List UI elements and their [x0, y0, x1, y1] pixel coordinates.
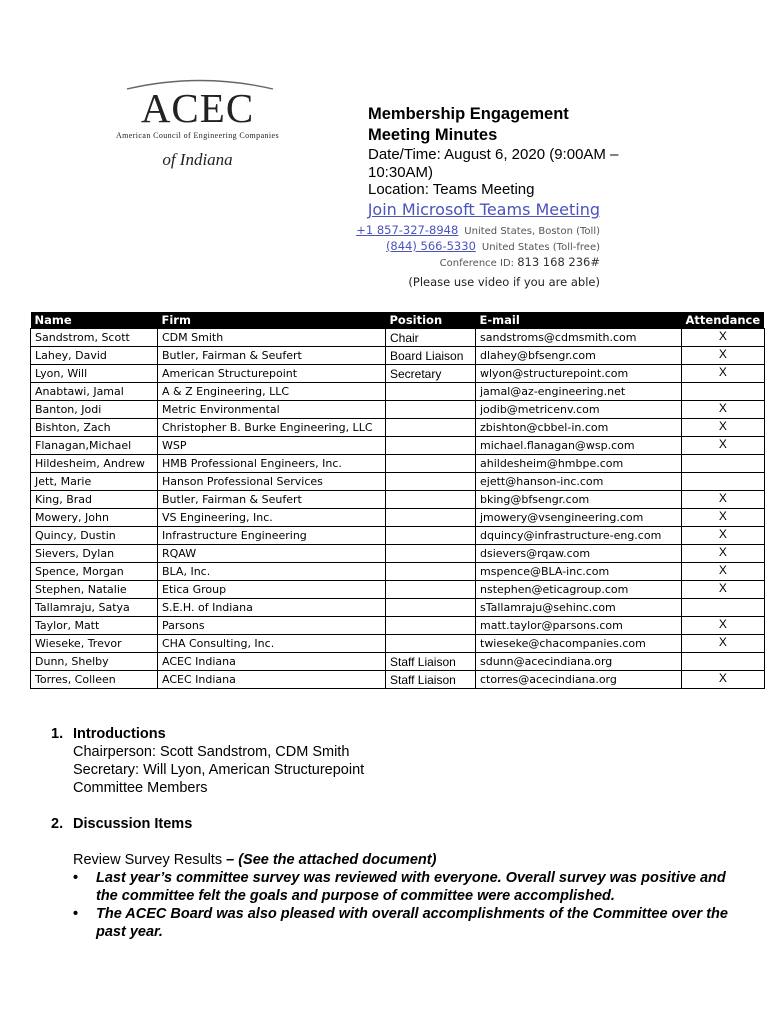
cell-attendance: X — [682, 563, 765, 581]
cell-position — [386, 473, 476, 491]
cell-email: ctorres@acecindiana.org — [476, 671, 682, 689]
cell-position — [386, 545, 476, 563]
cell-email: mspence@BLA-inc.com — [476, 563, 682, 581]
table-row — [31, 419, 765, 437]
table-row — [31, 347, 765, 365]
header-position: Position — [386, 312, 476, 329]
table-row — [31, 563, 765, 581]
cell-email: dsievers@rqaw.com — [476, 545, 682, 563]
title-line-2: Meeting Minutes — [368, 126, 498, 144]
cell-firm: Butler, Fairman & Seufert — [158, 491, 386, 509]
title-line-1: Membership Engagement — [368, 105, 569, 123]
cell-firm: Butler, Fairman & Seufert — [158, 347, 386, 365]
cell-position: Secretary — [386, 365, 476, 383]
table-row — [31, 491, 765, 509]
cell-email: twieseke@chacompanies.com — [476, 635, 682, 653]
bullet-item: • The ACEC Board was also pleased with overall accomplishments of the Committee over the past year. — [96, 905, 731, 941]
cell-email: jamal@az-engineering.net — [476, 383, 682, 401]
cell-name: Tallamraju, Satya — [31, 599, 158, 617]
cell-position — [386, 383, 476, 401]
cell-email: ejett@hanson-inc.com — [476, 473, 682, 491]
cell-email: wlyon@structurepoint.com — [476, 365, 682, 383]
conference-id-value: 813 168 236# — [517, 255, 600, 269]
header-name: Name — [31, 312, 158, 329]
cell-attendance — [682, 599, 765, 617]
cell-name: Torres, Colleen — [31, 671, 158, 689]
phone-link-2[interactable]: (844) 566-5330 — [385, 239, 476, 253]
cell-attendance: X — [682, 437, 765, 455]
cell-email: dquincy@infrastructure-eng.com — [476, 527, 682, 545]
phone-row-2 — [300, 239, 600, 253]
cell-name: King, Brad — [31, 491, 158, 509]
cell-email: matt.taylor@parsons.com — [476, 617, 682, 635]
cell-attendance: X — [682, 545, 765, 563]
table-row — [31, 599, 765, 617]
cell-attendance: X — [682, 617, 765, 635]
section-introductions — [51, 725, 731, 743]
cell-name: Wieseke, Trevor — [31, 635, 158, 653]
cell-email: sandstroms@cdmsmith.com — [476, 329, 682, 347]
cell-position — [386, 527, 476, 545]
cell-position — [386, 437, 476, 455]
cell-firm: Infrastructure Engineering — [158, 527, 386, 545]
cell-firm: ACEC Indiana — [158, 653, 386, 671]
conference-id-row — [300, 255, 600, 269]
cell-name: Banton, Jodi — [31, 401, 158, 419]
cell-position — [386, 419, 476, 437]
cell-email: jodib@metricenv.com — [476, 401, 682, 419]
cell-attendance: X — [682, 671, 765, 689]
cell-position — [386, 599, 476, 617]
cell-name: Flanagan,Michael — [31, 437, 158, 455]
attendance-table — [30, 312, 765, 689]
phone-note-1: United States, Boston (Toll) — [464, 226, 600, 237]
cell-attendance: X — [682, 365, 765, 383]
cell-name: Hildesheim, Andrew — [31, 455, 158, 473]
cell-email: ahildesheim@hmbpe.com — [476, 455, 682, 473]
cell-firm: Metric Environmental — [158, 401, 386, 419]
cell-attendance — [682, 455, 765, 473]
cell-firm: WSP — [158, 437, 386, 455]
cell-firm: A & Z Engineering, LLC — [158, 383, 386, 401]
cell-name: Bishton, Zach — [31, 419, 158, 437]
cell-firm: RQAW — [158, 545, 386, 563]
meeting-location: Location: Teams Meeting — [368, 181, 535, 198]
cell-attendance — [682, 383, 765, 401]
acec-logo — [90, 78, 290, 178]
cell-attendance: X — [682, 491, 765, 509]
section-1-title: Introductions — [73, 726, 166, 742]
cell-firm: ACEC Indiana — [158, 671, 386, 689]
logo-chapter: of Indiana — [162, 150, 233, 169]
cell-firm: Christopher B. Burke Engineering, LLC — [158, 419, 386, 437]
cell-email: zbishton@cbbel-in.com — [476, 419, 682, 437]
video-note: (Please use video if you are able) — [408, 275, 600, 289]
header-attendance: Attendance — [682, 312, 765, 329]
table-row — [31, 581, 765, 599]
table-row — [31, 329, 765, 347]
cell-firm: VS Engineering, Inc. — [158, 509, 386, 527]
table-row — [31, 455, 765, 473]
cell-attendance — [682, 653, 765, 671]
cell-attendance: X — [682, 635, 765, 653]
table-row — [31, 383, 765, 401]
conference-id-label: Conference ID: — [439, 258, 515, 269]
review-label: Review Survey Results — [73, 852, 223, 868]
cell-position — [386, 581, 476, 599]
cell-email: dlahey@bfsengr.com — [476, 347, 682, 365]
cell-attendance: X — [682, 581, 765, 599]
table-row — [31, 545, 765, 563]
cell-attendance: X — [682, 347, 765, 365]
cell-position: Staff Liaison — [386, 671, 476, 689]
table-row — [31, 437, 765, 455]
cell-firm: Hanson Professional Services — [158, 473, 386, 491]
phone-link-1[interactable]: +1 857-327-8948 — [356, 223, 459, 237]
review-survey-line — [51, 851, 731, 869]
cell-position — [386, 401, 476, 419]
header-firm: Firm — [158, 312, 386, 329]
cell-position: Chair — [386, 329, 476, 347]
cell-position — [386, 617, 476, 635]
cell-name: Quincy, Dustin — [31, 527, 158, 545]
table-row — [31, 473, 765, 491]
cell-name: Lyon, Will — [31, 365, 158, 383]
cell-firm: American Structurepoint — [158, 365, 386, 383]
table-row — [31, 365, 765, 383]
cell-attendance: X — [682, 527, 765, 545]
cell-attendance: X — [682, 329, 765, 347]
review-note: – (See the attached document) — [222, 852, 437, 868]
intro-line-3: Committee Members — [73, 780, 208, 796]
cell-email: sTallamraju@sehinc.com — [476, 599, 682, 617]
cell-email: michael.flanagan@wsp.com — [476, 437, 682, 455]
cell-firm: Parsons — [158, 617, 386, 635]
section-2-number: 2. — [51, 816, 64, 832]
phone-note-2: United States (Toll-free) — [481, 242, 600, 253]
cell-email: sdunn@acecindiana.org — [476, 653, 682, 671]
table-row — [31, 635, 765, 653]
cell-position — [386, 455, 476, 473]
table-row — [31, 617, 765, 635]
cell-firm: CHA Consulting, Inc. — [158, 635, 386, 653]
logo-full-name: American Council of Engineering Companies — [115, 131, 280, 140]
cell-firm: BLA, Inc. — [158, 563, 386, 581]
bullet-item: • Last year’s committee survey was reviewed with everyone. Overall survey was positive and the committee felt the goals and purpose of committee were accomplished. — [96, 869, 731, 905]
cell-firm: CDM Smith — [158, 329, 386, 347]
cell-firm: HMB Professional Engineers, Inc. — [158, 455, 386, 473]
meeting-datetime: Date/Time: August 6, 2020 (9:00AM – 10:30AM) — [368, 146, 619, 181]
section-1-number: 1. — [51, 726, 64, 742]
cell-email: bking@bfsengr.com — [476, 491, 682, 509]
table-header-row — [31, 312, 765, 329]
document-title — [368, 104, 569, 146]
cell-name: Stephen, Natalie — [31, 581, 158, 599]
cell-name: Mowery, John — [31, 509, 158, 527]
cell-name: Sievers, Dylan — [31, 545, 158, 563]
cell-name: Sandstrom, Scott — [31, 329, 158, 347]
table-row — [31, 401, 765, 419]
cell-attendance — [682, 473, 765, 491]
cell-name: Jett, Marie — [31, 473, 158, 491]
join-teams-link[interactable]: Join Microsoft Teams Meeting — [367, 200, 600, 219]
cell-name: Taylor, Matt — [31, 617, 158, 635]
teams-meeting-info — [300, 200, 600, 289]
cell-attendance: X — [682, 401, 765, 419]
attendance-rows — [31, 329, 765, 689]
discussion-bullets — [51, 869, 731, 941]
phone-row-1 — [300, 223, 600, 237]
cell-attendance: X — [682, 419, 765, 437]
cell-attendance: X — [682, 509, 765, 527]
cell-position — [386, 509, 476, 527]
section-2-title: Discussion Items — [73, 816, 193, 832]
cell-firm: Etica Group — [158, 581, 386, 599]
cell-position — [386, 635, 476, 653]
cell-name: Dunn, Shelby — [31, 653, 158, 671]
table-row — [31, 653, 765, 671]
section-discussion — [51, 815, 731, 833]
minutes-body — [51, 725, 731, 941]
cell-position — [386, 563, 476, 581]
intro-line-1: Chairperson: Scott Sandstrom, CDM Smith — [73, 744, 350, 760]
table-row — [31, 527, 765, 545]
cell-name: Lahey, David — [31, 347, 158, 365]
intro-line-2: Secretary: Will Lyon, American Structurepoint — [73, 762, 365, 778]
cell-email: jmowery@vsengineering.com — [476, 509, 682, 527]
cell-firm: S.E.H. of Indiana — [158, 599, 386, 617]
cell-name: Anabtawi, Jamal — [31, 383, 158, 401]
cell-position: Board Liaison — [386, 347, 476, 365]
table-row — [31, 671, 765, 689]
cell-email: nstephen@eticagroup.com — [476, 581, 682, 599]
cell-position — [386, 491, 476, 509]
table-row — [31, 509, 765, 527]
header-email: E-mail — [476, 312, 682, 329]
cell-name: Spence, Morgan — [31, 563, 158, 581]
logo-abbreviation: ACEC — [140, 85, 255, 131]
cell-position: Staff Liaison — [386, 653, 476, 671]
